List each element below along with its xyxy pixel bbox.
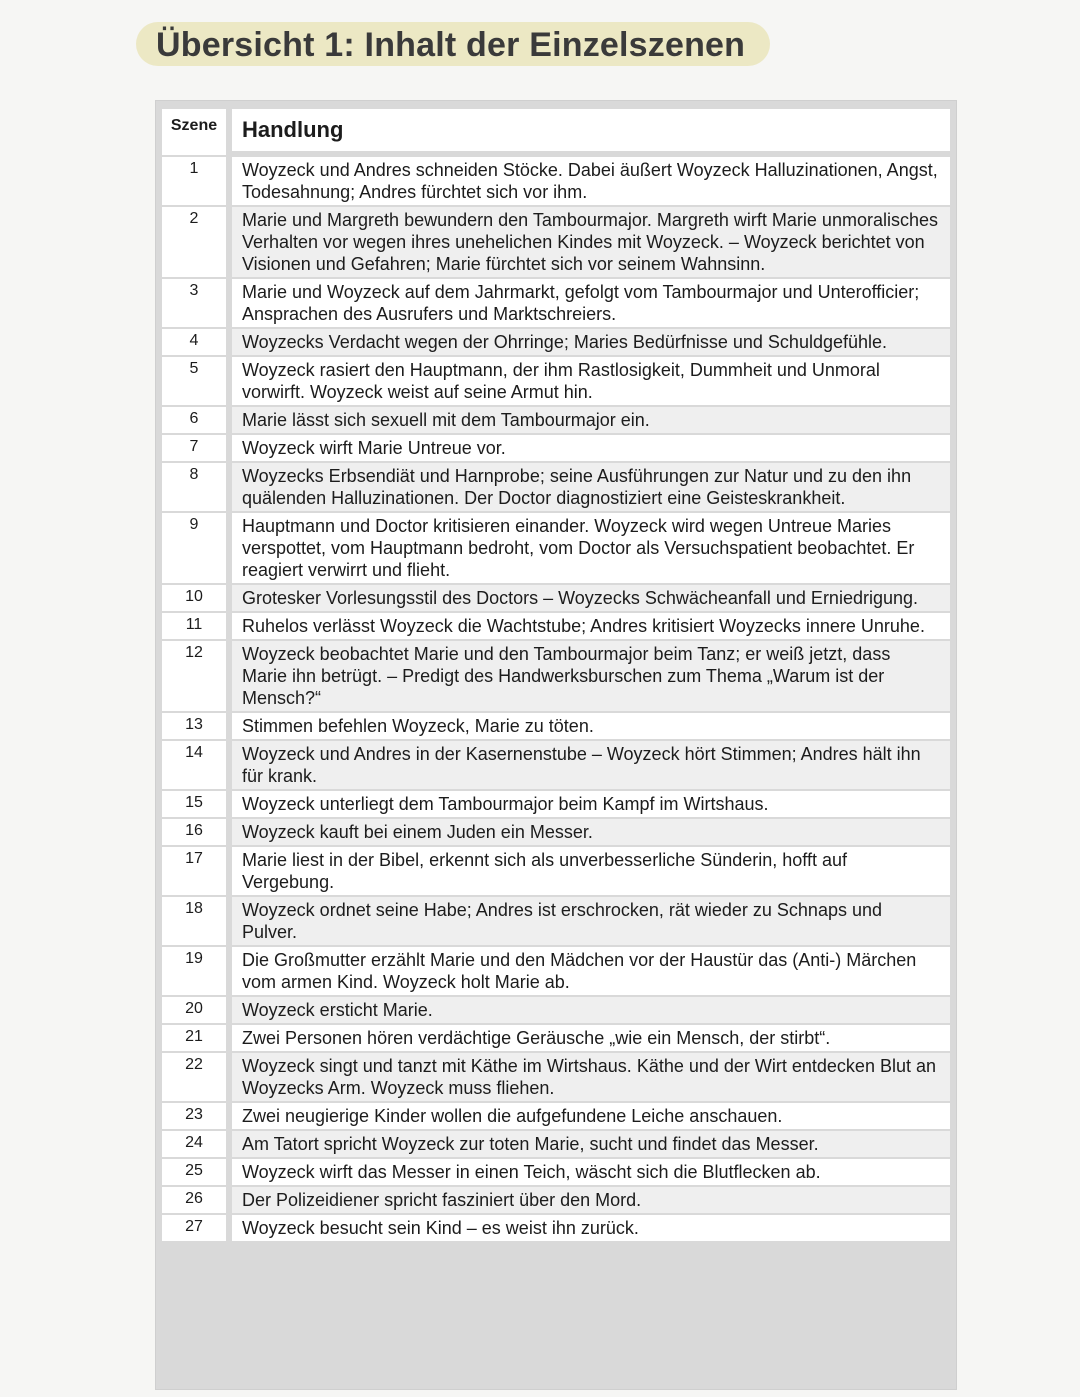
table-row xyxy=(162,1131,950,1159)
table-row xyxy=(162,713,950,741)
title-highlight xyxy=(136,22,770,66)
table-body xyxy=(162,157,950,1243)
table-row xyxy=(162,847,950,897)
scene-action-text: Marie liest in der Bibel, erkennt sich als unverbesserliche Sünderin, hofft auf Vergebung. xyxy=(232,847,950,897)
table-row xyxy=(162,741,950,791)
scene-action-text: Woyzeck und Andres in der Kasernenstube – Woyzeck hört Stimmen; Andres hält ihn für krank. xyxy=(232,741,950,791)
table-row xyxy=(162,897,950,947)
scene-number: 12 xyxy=(162,641,232,713)
table-row xyxy=(162,357,950,407)
table-row xyxy=(162,279,950,329)
scene-action-text: Woyzecks Erbsendiät und Harnprobe; seine Ausführungen zur Natur und zu den ihn quälenden Halluzinationen. Der Doctor diagnostiziert eine Geisteskrankheit. xyxy=(232,463,950,513)
scene-action-text: Woyzeck wirft Marie Untreue vor. xyxy=(232,435,950,463)
scene-action-text: Woyzeck ordnet seine Habe; Andres ist erschrocken, rät wieder zu Schnaps und Pulver. xyxy=(232,897,950,947)
scene-action-text: Woyzeck unterliegt dem Tambourmajor beim Kampf im Wirtshaus. xyxy=(232,791,950,819)
scene-action-text: Woyzeck singt und tanzt mit Käthe im Wirtshaus. Käthe und der Wirt entdecken Blut an Woyzecks Arm. Woyzeck muss fliehen. xyxy=(232,1053,950,1103)
table-row xyxy=(162,585,950,613)
scene-number: 3 xyxy=(162,279,232,329)
scene-action-text: Die Großmutter erzählt Marie und den Mädchen vor der Haustür das (Anti-) Märchen vom armen Kind. Woyzeck holt Marie ab. xyxy=(232,947,950,997)
scene-action-text: Zwei Personen hören verdächtige Geräusche „wie ein Mensch, der stirbt“. xyxy=(232,1025,950,1053)
table-row xyxy=(162,157,950,207)
table-row xyxy=(162,641,950,713)
header-scene: Szene xyxy=(162,109,232,157)
scene-number: 8 xyxy=(162,463,232,513)
scene-number: 7 xyxy=(162,435,232,463)
table-row xyxy=(162,207,950,279)
scene-action-text: Der Polizeidiener spricht fasziniert über den Mord. xyxy=(232,1187,950,1215)
page-title: Übersicht 1: Inhalt der Einzelszenen xyxy=(156,26,746,64)
scene-action-text: Ruhelos verlässt Woyzeck die Wachtstube; Andres kritisiert Woyzecks innere Unruhe. xyxy=(232,613,950,641)
scene-action-text: Grotesker Vorlesungsstil des Doctors – Woyzecks Schwächeanfall und Erniedrigung. xyxy=(232,585,950,613)
scene-number: 4 xyxy=(162,329,232,357)
scene-number: 10 xyxy=(162,585,232,613)
scene-number: 13 xyxy=(162,713,232,741)
scene-number: 27 xyxy=(162,1215,232,1243)
scene-number: 9 xyxy=(162,513,232,585)
scene-action-text: Woyzeck beobachtet Marie und den Tambourmajor beim Tanz; er weiß jetzt, dass Marie ihn betrügt. – Predigt des Handwerksburschen zum Thema „Warum ist der Mensch?“ xyxy=(232,641,950,713)
header-action: Handlung xyxy=(232,109,950,157)
scene-number: 23 xyxy=(162,1103,232,1131)
table-row xyxy=(162,435,950,463)
scene-action-text: Hauptmann und Doctor kritisieren einander. Woyzeck wird wegen Untreue Maries verspottet, vom Hauptmann bedroht, vom Doctor als Versuchspatient beobachtet. Er reagiert verwirrt und flieht. xyxy=(232,513,950,585)
scene-action-text: Marie und Woyzeck auf dem Jahrmarkt, gefolgt vom Tambourmajor und Unterofficier; Ansprachen des Ausrufers und Marktschreiers. xyxy=(232,279,950,329)
scene-number: 2 xyxy=(162,207,232,279)
table-row xyxy=(162,791,950,819)
table-row xyxy=(162,1103,950,1131)
scene-action-text: Marie und Margreth bewundern den Tambourmajor. Margreth wirft Marie unmoralisches Verhalten vor wegen ihres unehelichen Kindes mit Woyzeck. – Woyzeck berichtet von Visionen und Gefahren; Marie fürchtet sich vor seinem Wahnsinn. xyxy=(232,207,950,279)
scene-action-text: Marie lässt sich sexuell mit dem Tambourmajor ein. xyxy=(232,407,950,435)
table-row xyxy=(162,463,950,513)
scene-action-text: Woyzeck und Andres schneiden Stöcke. Dabei äußert Woyzeck Halluzinationen, Angst, Todesahnung; Andres fürchtet sich vor ihm. xyxy=(232,157,950,207)
scene-action-text: Woyzeck rasiert den Hauptmann, der ihm Rastlosigkeit, Dummheit und Unmoral vorwirft. Woyzeck weist auf seine Armut hin. xyxy=(232,357,950,407)
scene-number: 22 xyxy=(162,1053,232,1103)
scene-number: 5 xyxy=(162,357,232,407)
scene-action-text: Zwei neugierige Kinder wollen die aufgefundene Leiche anschauen. xyxy=(232,1103,950,1131)
scene-action-text: Woyzeck kauft bei einem Juden ein Messer. xyxy=(232,819,950,847)
scene-number: 19 xyxy=(162,947,232,997)
scene-number: 25 xyxy=(162,1159,232,1187)
scene-table xyxy=(162,109,950,1243)
scene-action-text: Stimmen befehlen Woyzeck, Marie zu töten. xyxy=(232,713,950,741)
table-row xyxy=(162,329,950,357)
table-row xyxy=(162,819,950,847)
table-row xyxy=(162,1159,950,1187)
scene-number: 14 xyxy=(162,741,232,791)
scene-number: 1 xyxy=(162,157,232,207)
table-row xyxy=(162,947,950,997)
scene-action-text: Am Tatort spricht Woyzeck zur toten Marie, sucht und findet das Messer. xyxy=(232,1131,950,1159)
scene-number: 26 xyxy=(162,1187,232,1215)
scene-number: 16 xyxy=(162,819,232,847)
scene-number: 24 xyxy=(162,1131,232,1159)
scene-number: 11 xyxy=(162,613,232,641)
scene-action-text: Woyzeck besucht sein Kind – es weist ihn zurück. xyxy=(232,1215,950,1243)
scene-action-text: Woyzeck wirft das Messer in einen Teich, wäscht sich die Blutflecken ab. xyxy=(232,1159,950,1187)
table-row xyxy=(162,1025,950,1053)
table-row xyxy=(162,1187,950,1215)
table-row xyxy=(162,1215,950,1243)
table-row xyxy=(162,407,950,435)
table-header-row xyxy=(162,109,950,157)
scene-number: 20 xyxy=(162,997,232,1025)
scene-number: 15 xyxy=(162,791,232,819)
table-row xyxy=(162,1053,950,1103)
scene-number: 18 xyxy=(162,897,232,947)
scene-number: 17 xyxy=(162,847,232,897)
scene-number: 6 xyxy=(162,407,232,435)
scene-action-text: Woyzeck ersticht Marie. xyxy=(232,997,950,1025)
scene-number: 21 xyxy=(162,1025,232,1053)
table-row xyxy=(162,997,950,1025)
scene-table-frame xyxy=(155,100,957,1390)
scene-action-text: Woyzecks Verdacht wegen der Ohrringe; Maries Bedürfnisse und Schuldgefühle. xyxy=(232,329,950,357)
table-row xyxy=(162,513,950,585)
table-row xyxy=(162,613,950,641)
